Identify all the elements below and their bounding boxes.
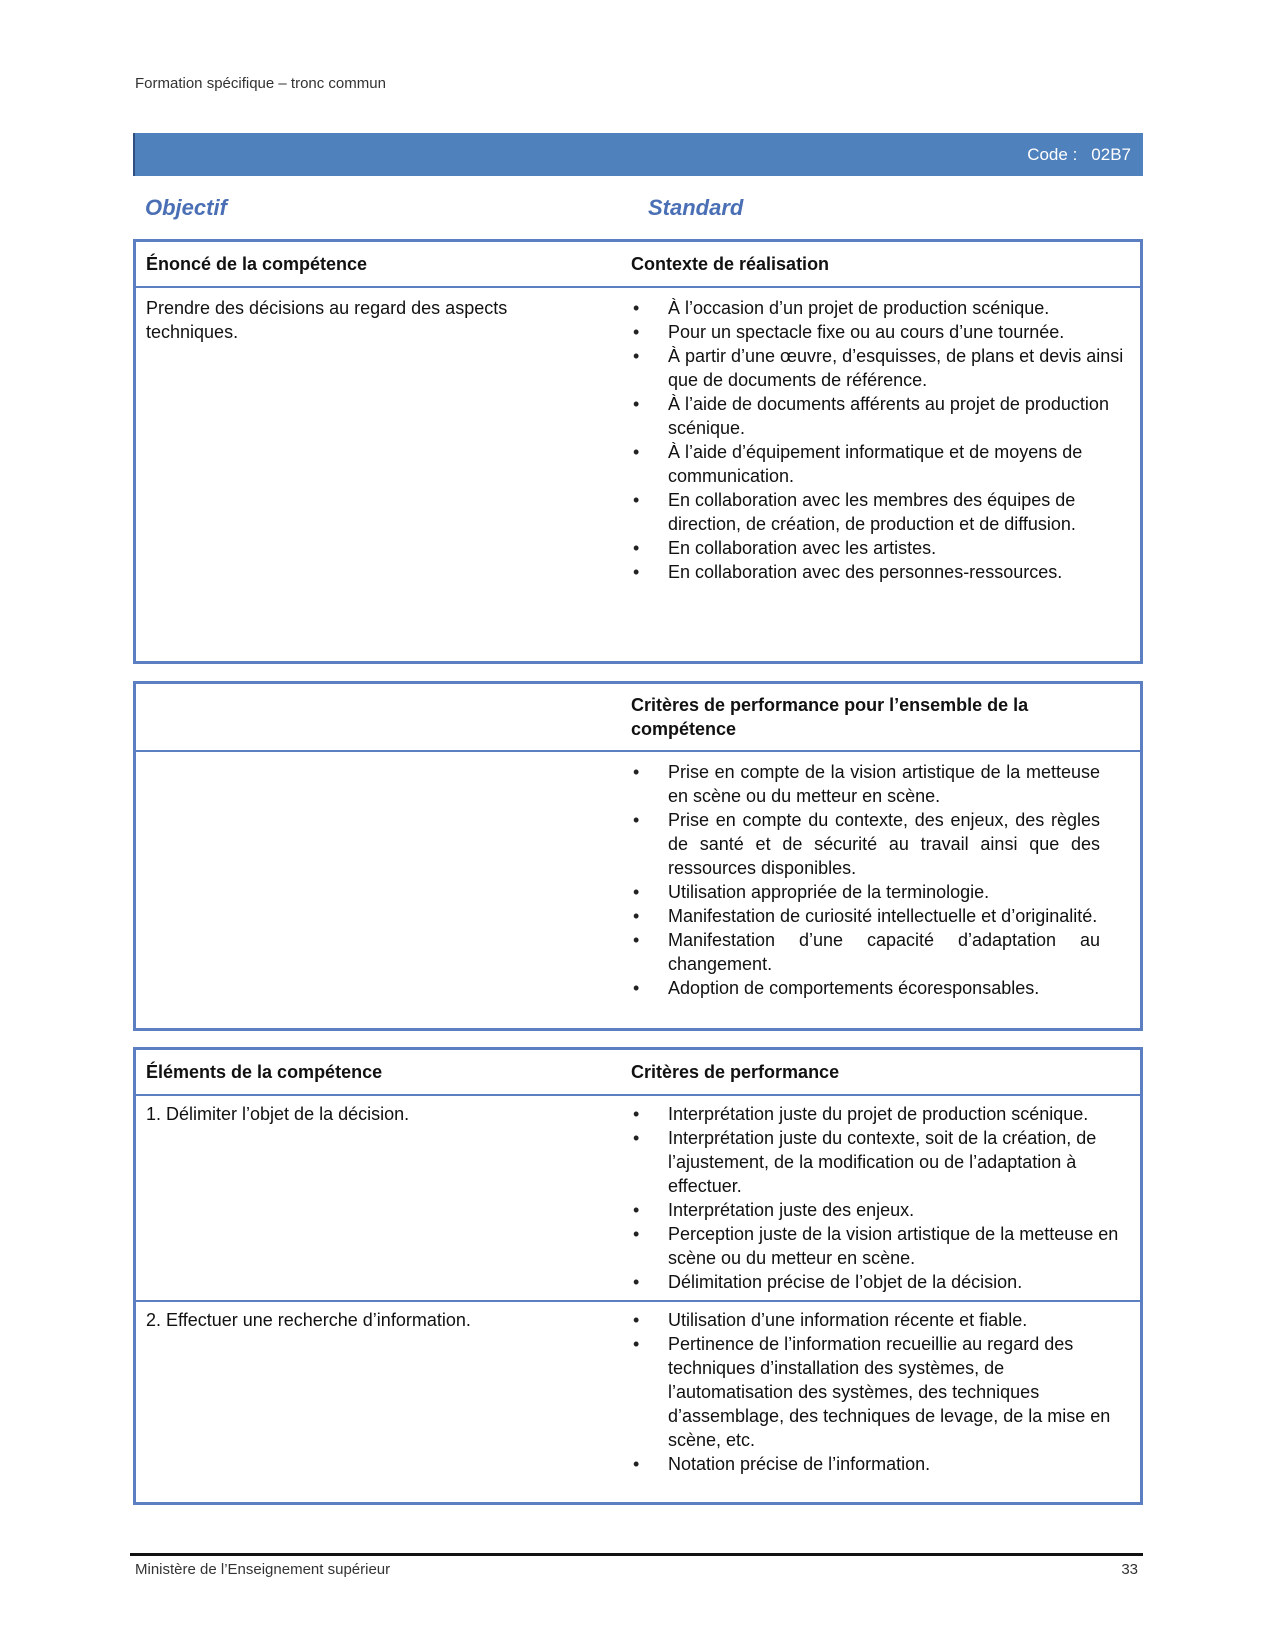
list-item: • Délimitation précise de l’objet de la décision. xyxy=(631,1270,1130,1294)
list-item: • Prise en compte de la vision artistique de la metteuse en scène ou du metteur en scène. xyxy=(631,760,1100,808)
page-number: 33 xyxy=(1121,1561,1138,1578)
overall-criteria-header-row xyxy=(136,684,1140,750)
list-item: • À l’aide d’équipement informatique et de moyens de communication. xyxy=(631,440,1130,488)
competence-table xyxy=(133,239,1143,664)
standard-heading: Standard xyxy=(648,195,744,220)
elements-table-header xyxy=(136,1050,1140,1094)
code-bar xyxy=(133,133,1143,176)
list-item: • Manifestation d’une capacité d’adaptation au changement. xyxy=(631,928,1100,976)
table-row xyxy=(136,1094,1140,1300)
list-item: • Manifestation de curiosité intellectuelle et d’originalité. xyxy=(631,904,1100,928)
code-value: 02B7 xyxy=(1091,145,1131,164)
list-item: • Perception juste de la vision artistique de la metteuse en scène ou du metteur en scène. xyxy=(631,1222,1130,1270)
list-item: • Interprétation juste du contexte, soit de la création, de l’ajustement, de la modification ou de l’adaptation à effectuer. xyxy=(631,1126,1130,1198)
list-item: • Pour un spectacle fixe ou au cours d’une tournée. xyxy=(631,320,1130,344)
footer-rule xyxy=(130,1553,1143,1556)
competence-table-body xyxy=(136,286,1140,584)
element-2: 2. Effectuer une recherche d’information. xyxy=(146,1310,471,1330)
overall-criteria-list xyxy=(631,760,1100,1000)
page-header: Formation spécifique – tronc commun xyxy=(135,75,386,92)
context-header: Contexte de réalisation xyxy=(631,253,830,274)
competence-table-header xyxy=(136,242,1140,286)
list-item: • À l’occasion d’un projet de production scénique. xyxy=(631,296,1130,320)
list-item: • Utilisation d’une information récente et fiable. xyxy=(631,1308,1130,1332)
elements-header: Éléments de la compétence xyxy=(146,1061,383,1082)
list-item: • En collaboration avec les artistes. xyxy=(631,536,1130,560)
competence-statement: Prendre des décisions au regard des aspects techniques. xyxy=(146,298,508,342)
list-item: • À l’aide de documents afférents au projet de production scénique. xyxy=(631,392,1130,440)
footer-ministry: Ministère de l’Enseignement supérieur xyxy=(135,1561,391,1578)
table-row xyxy=(136,1300,1140,1476)
objective-heading: Objectif xyxy=(145,195,227,220)
list-item: • Utilisation appropriée de la terminologie. xyxy=(631,880,1100,904)
list-item: • En collaboration avec les membres des équipes de direction, de création, de production et de diffusion. xyxy=(631,488,1130,536)
overall-criteria-header: Critères de performance pour l’ensemble de la compétence xyxy=(631,695,1029,739)
element-2-criteria xyxy=(631,1308,1130,1476)
list-item: • Pertinence de l’information recueillie au regard des techniques d’installation des systèmes, de l’automatisation des systèmes, des techniques d’assemblage, des techniques de levage, de la mise en scène, etc. xyxy=(631,1332,1130,1452)
list-item: • À partir d’une œuvre, d’esquisses, de plans et devis ainsi que de documents de référence. xyxy=(631,344,1130,392)
element-1: 1. Délimiter l’objet de la décision. xyxy=(146,1104,410,1124)
list-item: • Interprétation juste du projet de production scénique. xyxy=(631,1102,1130,1126)
elements-table xyxy=(133,1047,1143,1505)
overall-criteria-table xyxy=(133,681,1143,1031)
overall-criteria-body xyxy=(136,750,1140,1000)
list-item: • Adoption de comportements écoresponsables. xyxy=(631,976,1100,1000)
list-item: • En collaboration avec des personnes-ressources. xyxy=(631,560,1130,584)
context-list xyxy=(631,296,1130,584)
element-1-criteria xyxy=(631,1102,1130,1294)
statement-header: Énoncé de la compétence xyxy=(146,253,368,274)
list-item: • Prise en compte du contexte, des enjeux, des règles de santé et de sécurité au travail ainsi que des ressources disponibles. xyxy=(631,808,1100,880)
performance-header: Critères de performance xyxy=(631,1061,840,1082)
code-label: Code : 02B7 xyxy=(1027,145,1131,164)
list-item: • Interprétation juste des enjeux. xyxy=(631,1198,1130,1222)
list-item: • Notation précise de l’information. xyxy=(631,1452,1130,1476)
